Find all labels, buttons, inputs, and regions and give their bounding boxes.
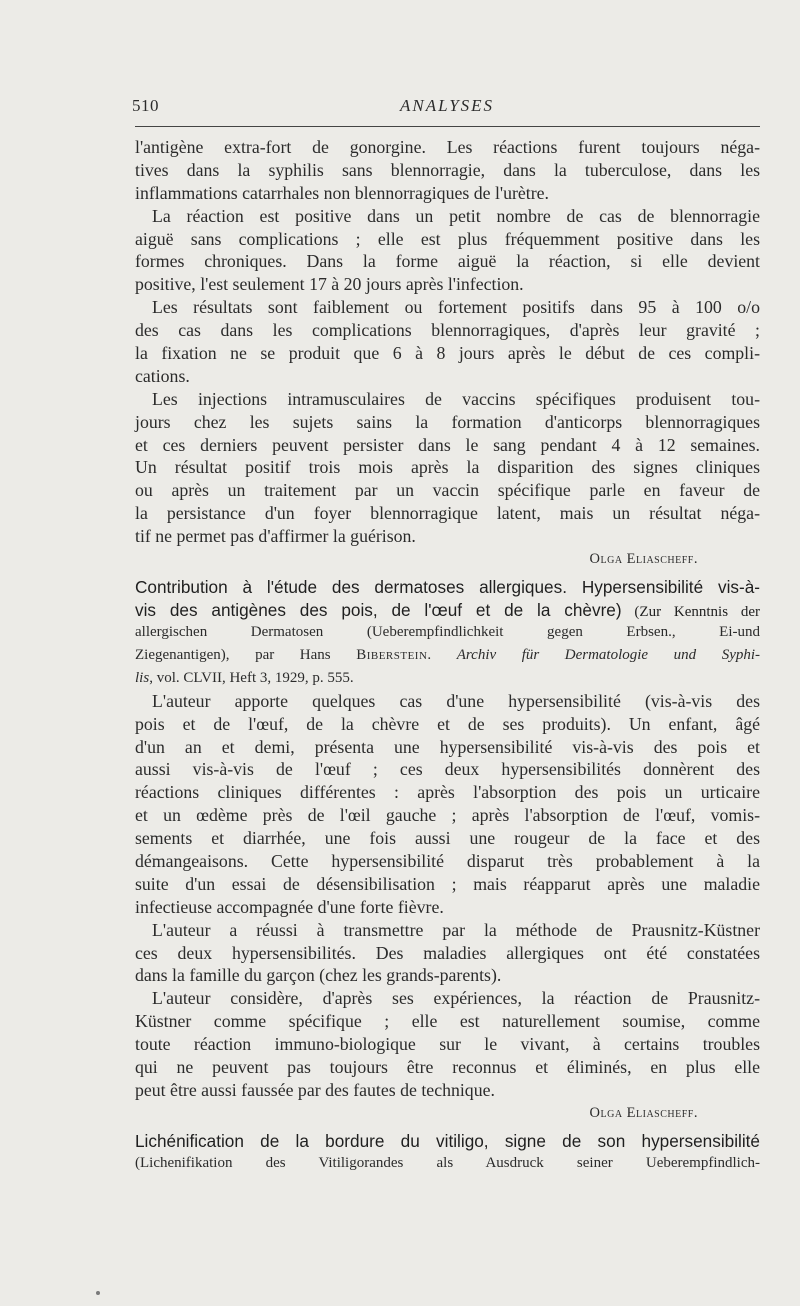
text-line: La réaction est positive dans un petit nombre de cas de blennorragie	[152, 205, 760, 226]
citation-text: , vol. CLVII, Heft 3, 1929, p. 555.	[149, 669, 354, 686]
text-line: ces deux hypersensibilités. Des maladies allergiques ont été constatées	[135, 942, 760, 963]
citation-text: .	[427, 647, 457, 663]
author-signature: Olga Eliascheff.	[589, 1104, 698, 1121]
article-title: Contribution à l'étude des dermatoses allergiques. Hypersensibilité vis-à-	[135, 576, 760, 597]
page-number: 510	[132, 96, 159, 115]
author-signature: Olga Eliascheff.	[589, 551, 698, 568]
citation-line: allergischen Dermatosen (Ueberempfindlichkeit gegen Erbsen., Ei-und	[135, 624, 760, 641]
text-line: toute réaction immuno-biologique sur le vivant, à certains troubles	[135, 1034, 760, 1055]
text-line: démangeaisons. Cette hypersensibilité disparut très probablement à la	[135, 851, 760, 872]
text-line: tif ne permet pas d'affirmer la guérison.	[135, 526, 416, 547]
citation-text: Ziegenantigen), par Hans	[135, 647, 357, 663]
text-line: Un résultat positif trois mois après la disparition des signes cliniques	[135, 457, 760, 478]
text-line: la fixation ne se produit que 6 à 8 jours après le début de ces compli-	[135, 343, 760, 364]
text-line: peut être aussi faussée par des fautes de technique.	[135, 1079, 495, 1100]
text-line: infectieuse accompagnée d'une forte fièvre.	[135, 896, 444, 917]
page-body	[135, 136, 760, 1175]
running-title: ANALYSES	[399, 96, 495, 115]
text-line: d'un an et demi, présenta une hypersensibilité vis-à-vis des pois et	[135, 736, 760, 757]
header-rule	[135, 126, 760, 127]
text-line: l'antigène extra-fort de gonorgine. Les réactions furent toujours néga-	[135, 137, 760, 157]
text-line: jours chez les sujets sains la formation d'anticorps blennorragiques	[135, 411, 760, 432]
text-line: aussi vis-à-vis de l'œuf ; ces deux hypersensibilités donnèrent des	[135, 759, 760, 780]
text-line: réactions cliniques différentes : après l'absorption des pois un urticaire	[135, 782, 760, 803]
text-line: la persistance d'un foyer blennorragique latent, mais un résultat néga-	[135, 503, 760, 524]
text-line: suite d'un essai de désensibilisation ; mais réapparut après une maladie	[135, 873, 760, 894]
text-line: tives dans la syphilis sans blennorragie, dans la tuberculose, dans les	[135, 159, 760, 180]
citation-author: Biberstein	[356, 647, 428, 663]
citation-journal: lis	[135, 669, 150, 686]
text-line: positive, l'est seulement 17 à 20 jours après l'infection.	[135, 274, 524, 295]
paper-speck	[96, 1291, 100, 1295]
text-line: inflammations catarrhales non blennorragiques de l'urètre.	[135, 182, 549, 203]
text-line: Les résultats sont faiblement ou fortement positifs dans 95 à 100 o/o	[152, 297, 760, 318]
german-title-line: (Lichenifikation des Vitiligorandes als Ausdruck seiner Ueberempfindlich-	[135, 1155, 760, 1172]
text-line: Les injections intramusculaires de vaccins spécifiques produisent tou-	[152, 388, 760, 409]
article-title-continued	[135, 599, 760, 622]
article-title-part: vis des antigènes des pois, de l'œuf et de la chèvre)	[135, 599, 622, 620]
text-line: Küstner comme spécifique ; elle est naturellement soumise, comme	[135, 1011, 760, 1032]
text-line: sements et diarrhée, une fois aussi une rougeur de la face et des	[135, 828, 760, 849]
citation-line	[135, 644, 760, 667]
section-gonorrhea-review	[135, 136, 760, 571]
text-line: et un œdème près de l'œil gauche ; après l'absorption de l'œuf, vomis-	[135, 805, 760, 826]
text-line: des cas dans les complications blennorragiques, d'après leur gravité ;	[135, 320, 760, 341]
text-line: qui ne peuvent pas toujours être reconnus et éliminés, en plus elle	[135, 1057, 760, 1078]
text-line: L'auteur considère, d'après ses expériences, la réaction de Prausnitz-	[152, 988, 760, 1009]
text-line: cations.	[135, 365, 190, 386]
text-line: ou après un traitement par un vaccin spécifique parle en faveur de	[135, 480, 760, 501]
section-allergic-dermatoses	[135, 576, 760, 1125]
text-line: et ces derniers peuvent persister dans le sang pendant 4 à 12 semaines.	[135, 434, 760, 455]
text-line: formes chroniques. Dans la forme aiguë la réaction, si elle devient	[135, 251, 760, 272]
section-vitiligo	[135, 1130, 760, 1175]
page-header	[132, 96, 762, 120]
german-title-start: (Zur Kenntnis der	[621, 603, 761, 620]
text-line: L'auteur apporte quelques cas d'une hypersensibilité (vis-à-vis des	[152, 690, 760, 711]
citation-line	[135, 667, 760, 690]
citation-journal: Archiv für Dermatologie und Syphi-	[456, 647, 761, 663]
text-line: aiguë sans complications ; elle est plus fréquemment positive dans les	[135, 228, 760, 249]
text-line: dans la famille du garçon (chez les grands-parents).	[135, 965, 502, 986]
text-line: L'auteur a réussi à transmettre par la méthode de Prausnitz-Küstner	[152, 919, 760, 940]
text-line: pois et de l'œuf, de la chèvre et de ses produits). Un enfant, âgé	[135, 713, 760, 734]
article-title: Lichénification de la bordure du vitiligo, signe de son hypersensibilité	[135, 1130, 760, 1151]
